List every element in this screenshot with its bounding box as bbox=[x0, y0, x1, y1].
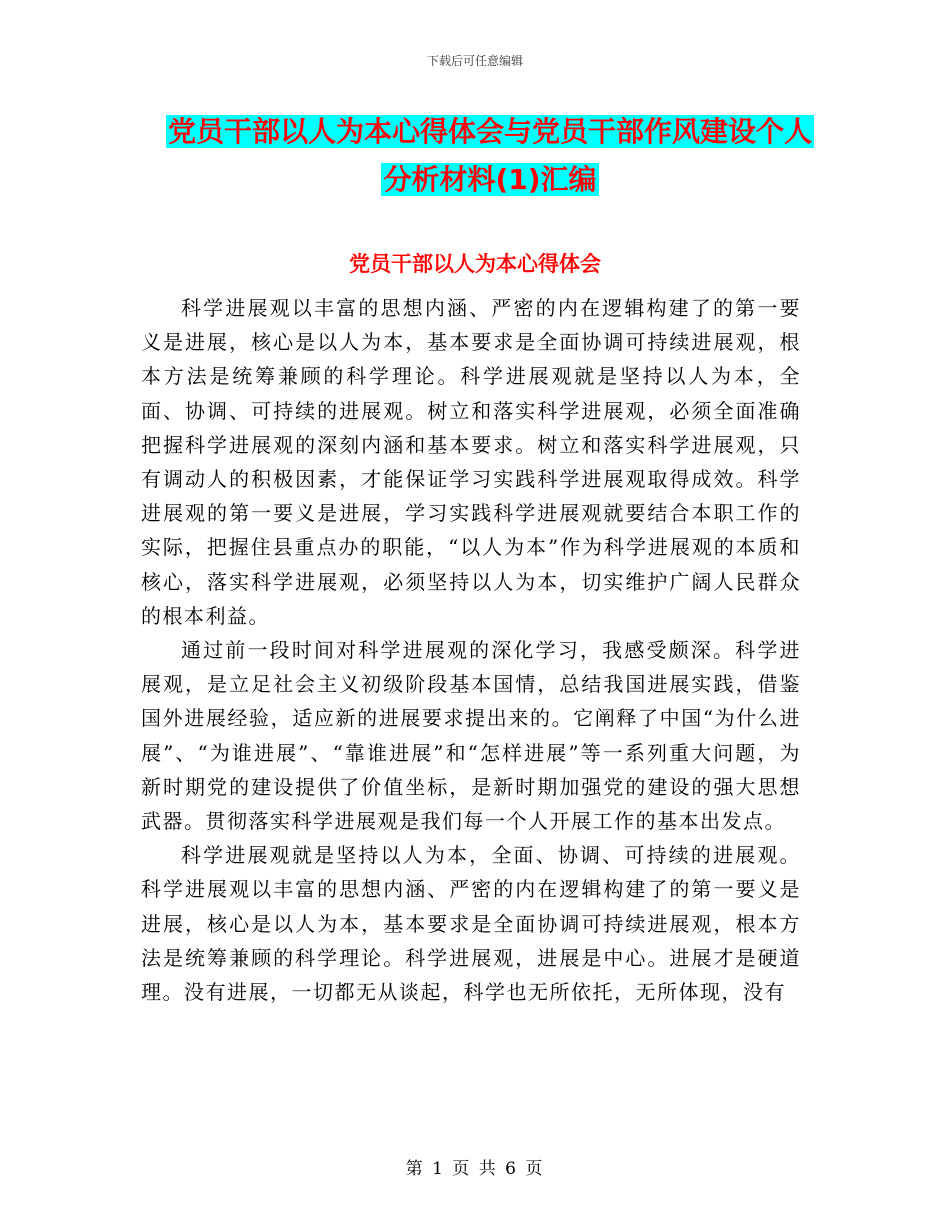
body-text bbox=[141, 291, 801, 1009]
header-note: 下载后可任意编辑 bbox=[426, 54, 523, 68]
paragraph-2: 通过前一段时间对科学进展观的深化学习，我感受颇深。科学进展观，是立足社会主义初级阶段基本国情，总结我国进展实践，借鉴国外进展经验，适应新的进展要求提出来的。它阐释了中国“为什么进展”、“为谁进展”、“靠谁进展”和“怎样进展”等一系列重大问题，为新时期党的建设提供了价值坐标，是新时期加强党的建设的强大思想武器。贯彻落实科学进展观是我们每一个人开展工作的基本出发点。 bbox=[141, 638, 801, 834]
page-footer: 第 1 页 共 6 页 bbox=[405, 1159, 545, 1179]
document-title-line2: 分析材料(1)汇编 bbox=[383, 163, 597, 196]
paragraph-1: 科学进展观以丰富的思想内涵、严密的内在逻辑构建了的第一要义是进展，核心是以人为本，基本要求是全面协调可持续进展观，根本方法是统筹兼顾的科学理论。科学进展观就是坚持以人为本，全面、协调、可持续的进展观。树立和落实科学进展观，必须全面准确把握科学进展观的深刻内涵和基本要求。树立和落实科学进展观，只有调动人的积极因素，才能保证学习实践科学进展观取得成效。科学进展观的第一要义是进展，学习实践科学进展观就要结合本职工作的实际，把握住县重点办的职能，“以人为本”作为科学进展观的本质和核心，落实科学进展观，必须坚持以人为本，切实维护广阔人民群众的根本利益。 bbox=[141, 296, 801, 628]
section-title: 党员干部以人为本心得体会 bbox=[349, 252, 601, 276]
paragraph-3: 科学进展观就是坚持以人为本，全面、协调、可持续的进展观。科学进展观以丰富的思想内涵、严密的内在逻辑构建了的第一要义是进展，核心是以人为本，基本要求是全面协调可持续进展观，根本方法是统筹兼顾的科学理论。科学进展观，进展是中心。进展才是硬道理。没有进展，一切都无从谈起，科学也无所依托，无所体现，没有 bbox=[141, 843, 801, 1005]
document-title bbox=[140, 108, 840, 204]
document-title-line1: 党员干部以人为本心得体会与党员干部作风建设个人 bbox=[167, 115, 812, 148]
